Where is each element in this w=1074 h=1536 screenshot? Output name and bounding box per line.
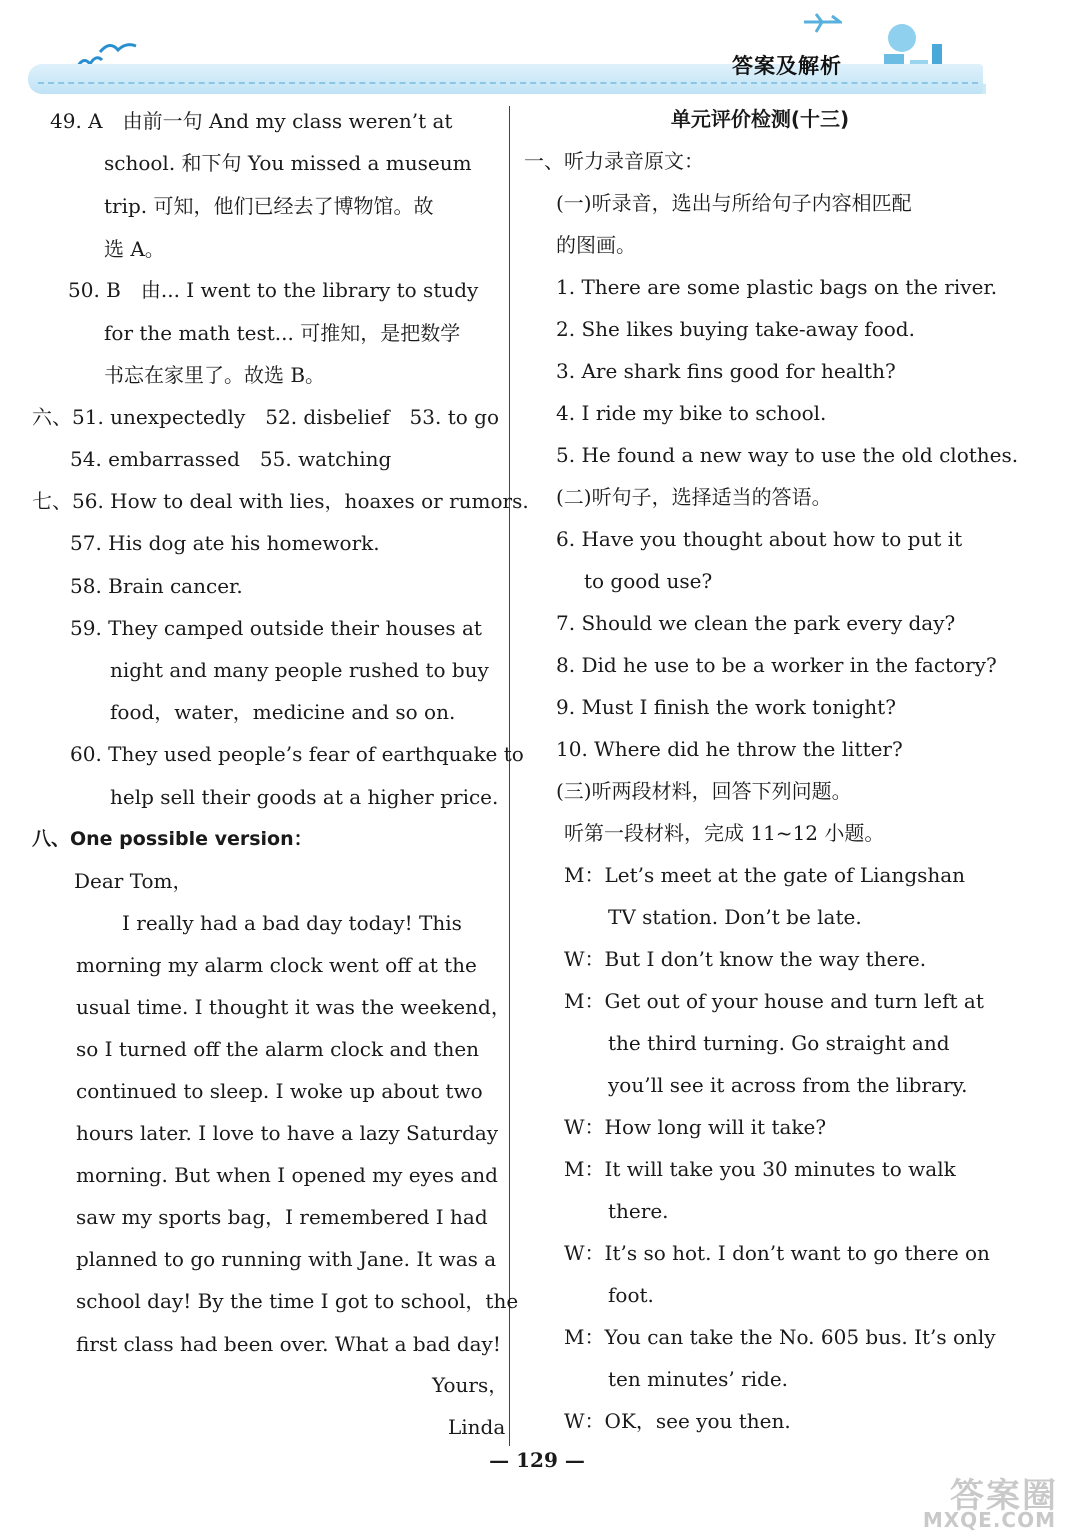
letter-line-3: usual time. I thought it was the weekend， — [76, 995, 511, 1019]
item-3: 3. Are shark fins good for health? — [556, 359, 896, 383]
dialogue-line-7: M：You can take the No. 605 bus. It’s only — [564, 1325, 996, 1349]
section-6-line2: 54. embarrassed 55. watching — [70, 447, 392, 471]
item-7: 7. Should we clean the park every day? — [556, 611, 956, 635]
letter-line-10: school day! By the time I got to school，the — [76, 1289, 519, 1313]
dialogue-line-6b: foot. — [608, 1283, 654, 1307]
item-5: 5. He found a new way to use the old clothes. — [556, 443, 1019, 467]
answer-60: 60. They used people’s fear of earthquake to — [70, 742, 524, 766]
header-title: 答案及解析 — [732, 54, 842, 78]
part-1-instruction-line2: 的图画。 — [556, 233, 636, 257]
answer-59: 59. They camped outside their houses at — [70, 616, 482, 640]
dialogue-line-5: M：It will take you 30 minutes to walk — [564, 1157, 956, 1181]
airplane-icon — [802, 12, 842, 34]
answer-50-line2: for the math test... 可推知，是把数学 — [104, 321, 461, 345]
dialogue-line-5b: there. — [608, 1199, 669, 1223]
letter-salutation: Dear Tom， — [74, 869, 193, 893]
part-1-instruction: (一)听录音，选出与所给句子内容相匹配 — [556, 191, 912, 215]
dialogue-line-3c: you’ll see it across from the library. — [608, 1073, 968, 1097]
answer-59-line2: night and many people rushed to buy — [110, 658, 489, 682]
watermark-logo-text: 答案圈 — [950, 1476, 1058, 1516]
letter-line-8: saw my sports bag，I remembered I had — [76, 1205, 488, 1229]
dialogue-line-1b: TV station. Don’t be late. — [608, 905, 862, 929]
answer-49: 49. A 由前一句 And my class weren’t at — [50, 109, 453, 133]
dialogue-line-7b: ten minutes’ ride. — [608, 1367, 789, 1391]
answer-50: 50. B 由... I went to the library to study — [68, 278, 479, 302]
page-number: — 129 — — [489, 1448, 585, 1472]
item-9: 9. Must I finish the work tonight? — [556, 695, 896, 719]
part-2-instruction: (二)听句子，选择适当的答语。 — [556, 485, 832, 509]
letter-line-1: I really had a bad day today! This — [122, 911, 462, 935]
answer-58: 58. Brain cancer. — [70, 574, 243, 598]
answer-60-line2: help sell their goods at a higher price. — [110, 785, 499, 809]
dialogue-line-3b: the third turning. Go straight and — [608, 1031, 950, 1055]
item-8: 8. Did he use to be a worker in the factory? — [556, 653, 997, 677]
dialogue-line-6: W：It’s so hot. I don’t want to go there on — [564, 1241, 990, 1265]
answer-49-line4: 选 A。 — [104, 237, 165, 261]
dialogue-line-8: W：OK，see you then. — [564, 1409, 791, 1433]
answer-49-line2: school. 和下句 You missed a museum — [104, 151, 472, 175]
letter-closing: Yours， — [432, 1373, 509, 1397]
item-6-line2: to good use? — [584, 569, 713, 593]
dialogue-line-1: M：Let’s meet at the gate of Liangshan — [564, 863, 966, 887]
answer-59-line3: food，water，medicine and so on. — [110, 700, 456, 724]
letter-line-7: morning. But when I opened my eyes and — [76, 1163, 498, 1187]
section-6-line1: 六、51. unexpectedly 52. disbelief 53. to go — [32, 405, 499, 429]
watermark-url: MXQE.COM — [922, 1508, 1056, 1532]
answer-56: 七、56. How to deal with lies，hoaxes or rumors. — [32, 489, 529, 513]
answer-50-line3: 书忘在家里了。故选 B。 — [104, 363, 326, 387]
letter-line-2: morning my alarm clock went off at the — [76, 953, 477, 977]
letter-line-5: continued to sleep. I woke up about two — [76, 1079, 483, 1103]
site-watermark — [876, 1468, 1066, 1532]
letter-line-9: planned to go running with Jane. It was a — [76, 1247, 497, 1271]
dialogue-line-4: W：How long will it take? — [564, 1115, 827, 1139]
column-divider — [509, 106, 510, 1446]
dialogue-line-3: M：Get out of your house and turn left at — [564, 989, 984, 1013]
item-4: 4. I ride my bike to school. — [556, 401, 827, 425]
dialogue-line-2: W：But I don’t know the way there. — [564, 947, 927, 971]
listening-heading: 一、听力录音原文： — [524, 149, 704, 173]
header-dashed-line — [38, 82, 978, 84]
part-3-instruction: (三)听两段材料，回答下列问题。 — [556, 779, 852, 803]
item-1: 1. There are some plastic bags on the river. — [556, 275, 998, 299]
letter-line-6: hours later. I love to have a lazy Saturday — [76, 1121, 499, 1145]
section-8-heading: 八、One possible version： — [32, 828, 313, 850]
answer-49-line3: trip. 可知，他们已经去了博物馆。故 — [104, 194, 434, 218]
item-6: 6. Have you thought about how to put it — [556, 527, 963, 551]
letter-signature: Linda — [448, 1415, 506, 1439]
unit-test-title: 单元评价检测(十三) — [670, 107, 850, 131]
item-10: 10. Where did he throw the litter? — [556, 737, 903, 761]
material-1-instruction: 听第一段材料，完成 11~12 小题。 — [564, 821, 885, 845]
letter-line-11: first class had been over. What a bad day! — [76, 1332, 501, 1356]
letter-line-4: so I turned off the alarm clock and then — [76, 1037, 480, 1061]
answer-57: 57. His dog ate his homework. — [70, 531, 380, 555]
item-2: 2. She likes buying take-away food. — [556, 317, 915, 341]
page-header — [0, 0, 1074, 100]
